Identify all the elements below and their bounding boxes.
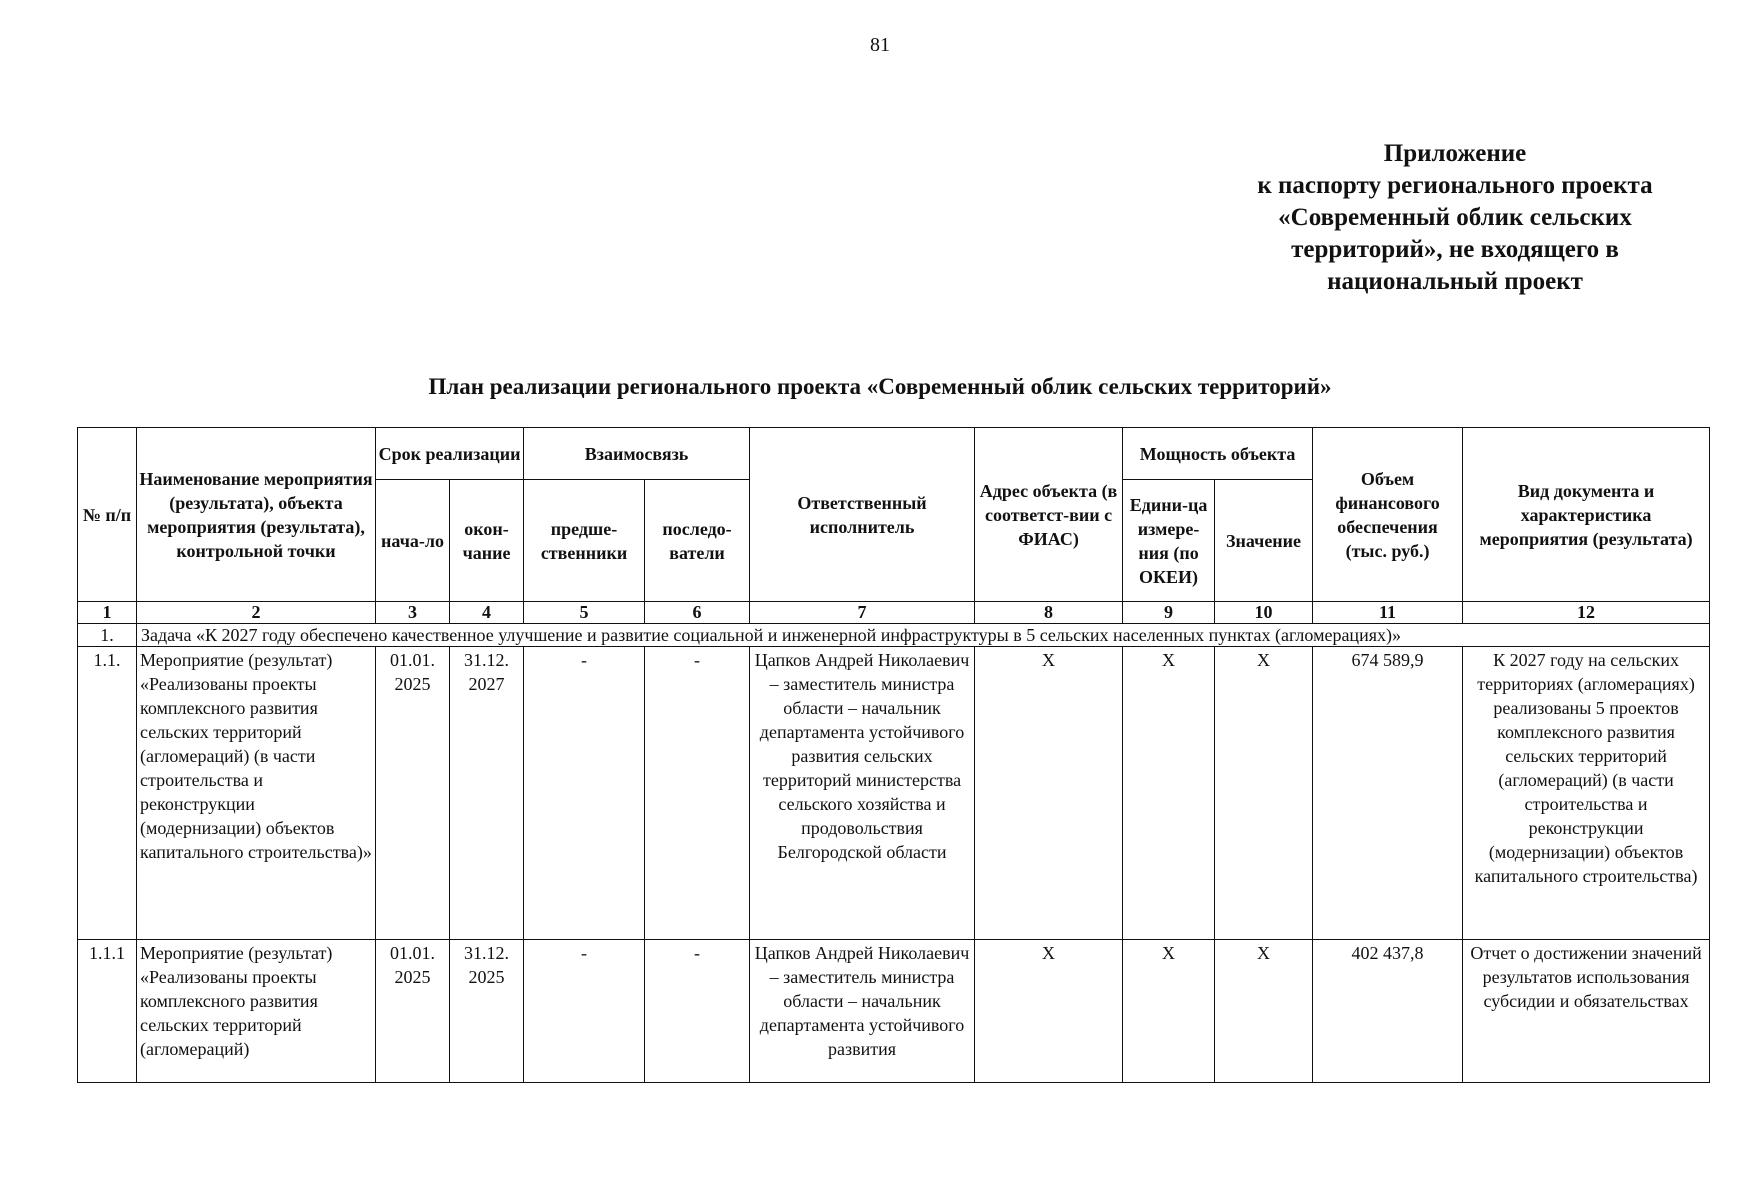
- appendix-line: Приложение: [1383, 140, 1527, 167]
- row-value: X: [1215, 647, 1313, 940]
- header-link-succ: последо-ватели: [645, 480, 750, 602]
- page-number: 81: [870, 34, 890, 56]
- plan-title: План реализации регионального проекта «Современный облик сельских территорий»: [428, 374, 1332, 399]
- header-row-top: [78, 428, 1710, 480]
- plan-table: [77, 427, 1710, 1083]
- appendix-line: «Современный облик сельских: [1278, 204, 1632, 231]
- row-address: X: [975, 647, 1123, 940]
- column-number: 8: [975, 602, 1123, 624]
- column-number: 3: [376, 602, 450, 624]
- row-finance: 674 589,9: [1313, 647, 1463, 940]
- row-address: X: [975, 940, 1123, 1083]
- row-pred: -: [524, 940, 645, 1083]
- row-name: Мероприятие (результат) «Реализованы проекты комплексного развития сельских территорий (агломераций): [137, 940, 376, 1083]
- header-address: Адрес объекта (в соответст-вии с ФИАС): [975, 428, 1123, 602]
- row-value: X: [1215, 940, 1313, 1083]
- appendix-line: территорий», не входящего в: [1291, 236, 1619, 263]
- header-finance: Объем финансового обеспечения (тыс. руб.): [1313, 428, 1463, 602]
- appendix-header: [1190, 138, 1720, 298]
- task-text: Задача «К 2027 году обеспечено качественное улучшение и развитие социальной и инженерной инфраструктуры в 5 сельских населенных пунктах (агломерациях)»: [137, 624, 1710, 647]
- row-doc: Отчет о достижении значений результатов использования субсидии и обязательствах: [1463, 940, 1710, 1083]
- appendix-line: к паспорту регионального проекта: [1257, 172, 1653, 199]
- column-number: 1: [78, 602, 137, 624]
- column-number: 5: [524, 602, 645, 624]
- row-num: 1.1.: [78, 647, 137, 940]
- header-capacity: Мощность объекта: [1123, 428, 1313, 480]
- header-unit: Едини-ца измере-ния (по ОКЕИ): [1123, 480, 1215, 602]
- task-row: [78, 624, 1710, 647]
- row-start: 01.01. 2025: [376, 940, 450, 1083]
- column-number: 9: [1123, 602, 1215, 624]
- column-number: 10: [1215, 602, 1313, 624]
- column-number: 2: [137, 602, 376, 624]
- column-number: 12: [1463, 602, 1710, 624]
- task-num: 1.: [78, 624, 137, 647]
- row-end: 31.12. 2027: [450, 647, 524, 940]
- row-pred: -: [524, 647, 645, 940]
- row-finance: 402 437,8: [1313, 940, 1463, 1083]
- column-number: 4: [450, 602, 524, 624]
- row-unit: X: [1123, 647, 1215, 940]
- row-start: 01.01. 2025: [376, 647, 450, 940]
- header-term-end: окон-чание: [450, 480, 524, 602]
- header-term-start: нача-ло: [376, 480, 450, 602]
- row-unit: X: [1123, 940, 1215, 1083]
- row-succ: -: [645, 940, 750, 1083]
- header-responsible: Ответственный исполнитель: [750, 428, 975, 602]
- row-succ: -: [645, 647, 750, 940]
- row-responsible: Цапков Андрей Николаевич – заместитель министра области – начальник департамента устойчивого развития: [750, 940, 975, 1083]
- column-number: 11: [1313, 602, 1463, 624]
- row-end: 31.12. 2025: [450, 940, 524, 1083]
- header-term: Срок реализации: [376, 428, 524, 480]
- header-link-pred: предше-ственники: [524, 480, 645, 602]
- header-num: № п/п: [78, 428, 137, 602]
- table-row: [78, 647, 1710, 940]
- header-doc: Вид документа и характеристика мероприятия (результата): [1463, 428, 1710, 602]
- table-row: [78, 940, 1710, 1083]
- row-num: 1.1.1: [78, 940, 137, 1083]
- header-value: Значение: [1215, 480, 1313, 602]
- header-name: Наименование мероприятия (результата), объекта мероприятия (результата), контрольной точки: [137, 428, 376, 602]
- header-link: Взаимосвязь: [524, 428, 750, 480]
- row-responsible: Цапков Андрей Николаевич – заместитель министра области – начальник департамента устойчивого развития сельских территорий министерства сельского хозяйства и продовольствия Белгородской области: [750, 647, 975, 940]
- column-number: 6: [645, 602, 750, 624]
- column-numbers-row: [78, 602, 1710, 624]
- row-name: Мероприятие (результат) «Реализованы проекты комплексного развития сельских территорий (агломераций) (в части строительства и реконструкции (модернизации) объектов капитального строительства)»: [137, 647, 376, 940]
- row-doc: К 2027 году на сельских территориях (агломерациях) реализованы 5 проектов комплексного развития сельских территорий (агломераций) (в части строительства и реконструкции (модернизации) объектов капитального строительства): [1463, 647, 1710, 940]
- column-number: 7: [750, 602, 975, 624]
- appendix-line: национальный проект: [1327, 268, 1583, 295]
